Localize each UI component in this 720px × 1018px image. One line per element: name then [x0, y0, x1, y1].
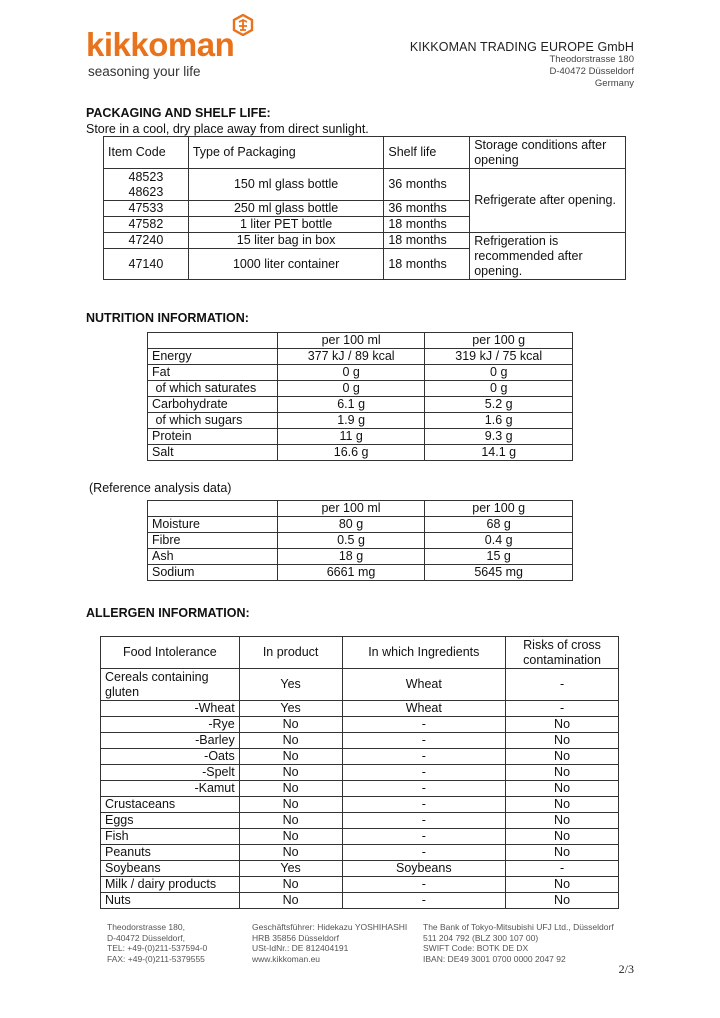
- food-intolerance: Milk / dairy products: [101, 877, 240, 893]
- value-per-100ml: 6.1 g: [277, 397, 425, 413]
- food-intolerance: Fish: [101, 829, 240, 845]
- value-per-100g: 0.4 g: [425, 533, 573, 549]
- cross-contamination-risk: No: [506, 717, 619, 733]
- in-which-ingredients: -: [342, 845, 506, 861]
- in-which-ingredients: -: [342, 877, 506, 893]
- header-cell: Risks of cross contamination: [506, 637, 619, 669]
- in-product: No: [239, 781, 342, 797]
- table-row: [148, 429, 573, 445]
- in-which-ingredients: -: [342, 893, 506, 909]
- table-row: [148, 365, 573, 381]
- food-intolerance: -Spelt: [101, 765, 240, 781]
- cross-contamination-risk: No: [506, 813, 619, 829]
- in-which-ingredients: -: [342, 781, 506, 797]
- header-cell: Storage conditions after opening: [470, 137, 626, 169]
- packaging-type: 15 liter bag in box: [188, 233, 384, 249]
- value-per-100g: 0 g: [425, 365, 573, 381]
- table-header-row: [104, 137, 626, 169]
- header-cell: In which Ingredients: [342, 637, 506, 669]
- item-code: 47582: [104, 217, 189, 233]
- header-cell: Type of Packaging: [188, 137, 384, 169]
- table-row: [101, 733, 619, 749]
- shelf-life: 18 months: [384, 233, 470, 249]
- nutrient-name: Protein: [148, 429, 278, 445]
- nutrient-name: Energy: [148, 349, 278, 365]
- cross-contamination-risk: No: [506, 877, 619, 893]
- nutrient-name: Carbohydrate: [148, 397, 278, 413]
- table-row: [148, 533, 573, 549]
- in-product: No: [239, 813, 342, 829]
- food-intolerance: -Oats: [101, 749, 240, 765]
- packaging-table: [103, 136, 626, 280]
- value-per-100ml: 0.5 g: [277, 533, 425, 549]
- table-row: [148, 413, 573, 429]
- table-row: [101, 765, 619, 781]
- table-row: [104, 233, 626, 249]
- nutrient-name: of which sugars: [148, 413, 278, 429]
- packaging-type: 1 liter PET bottle: [188, 217, 384, 233]
- value-per-100ml: 80 g: [277, 517, 425, 533]
- item-code: 47533: [104, 201, 189, 217]
- table-row: [104, 169, 626, 201]
- nutrient-name: Salt: [148, 445, 278, 461]
- value-per-100ml: 11 g: [277, 429, 425, 445]
- footer-line: D-40472 Düsseldorf,: [107, 932, 185, 943]
- in-product: No: [239, 797, 342, 813]
- food-intolerance: Eggs: [101, 813, 240, 829]
- shelf-life: 18 months: [384, 217, 470, 233]
- table-row: [148, 565, 573, 581]
- footer-bank: [423, 922, 614, 964]
- footer-link[interactable]: www.kikkoman.eu: [252, 953, 321, 964]
- in-which-ingredients: -: [342, 813, 506, 829]
- value-per-100g: 5.2 g: [425, 397, 573, 413]
- cross-contamination-risk: No: [506, 749, 619, 765]
- reference-title: (Reference analysis data): [89, 481, 232, 495]
- cross-contamination-risk: No: [506, 765, 619, 781]
- value-per-100g: 319 kJ / 75 kcal: [425, 349, 573, 365]
- packaging-type: 1000 liter container: [188, 249, 384, 280]
- kikkoman-logo: [86, 14, 286, 84]
- logo-wordmark: kikkoman: [86, 26, 235, 63]
- table-row: [101, 797, 619, 813]
- value-per-100g: 9.3 g: [425, 429, 573, 445]
- table-row: [148, 445, 573, 461]
- value-per-100g: 5645 mg: [425, 565, 573, 581]
- logo-tagline: seasoning your life: [88, 64, 201, 79]
- packaging-type: 150 ml glass bottle: [188, 169, 384, 201]
- header-cell: Food Intolerance: [101, 637, 240, 669]
- item-code: 48523: [128, 169, 164, 184]
- table-row: [101, 749, 619, 765]
- food-intolerance: Nuts: [101, 893, 240, 909]
- value-per-100g: 0 g: [425, 381, 573, 397]
- company-name: KIKKOMAN TRADING EUROPE GmbH: [409, 40, 634, 54]
- header-cell: Item Code: [104, 137, 189, 169]
- cross-contamination-risk: No: [506, 845, 619, 861]
- cross-contamination-risk: -: [506, 669, 619, 701]
- footer-line: 511 204 792 (BLZ 300 107 00): [423, 932, 539, 943]
- header-cell: [148, 501, 278, 517]
- table-row: [148, 397, 573, 413]
- nutrient-name: Fat: [148, 365, 278, 381]
- kikkoman-emblem-icon: [232, 14, 254, 36]
- address-line: D-40472 Düsseldorf: [549, 66, 634, 77]
- footer-line: IBAN: DE49 3001 0700 0000 2047 92: [423, 953, 566, 964]
- footer-line: HRB 35856 Düsseldorf: [252, 932, 339, 943]
- footer-line: The Bank of Tokyo-Mitsubishi UFJ Ltd., Düsseldorf: [423, 922, 614, 932]
- cross-contamination-risk: No: [506, 893, 619, 909]
- footer-line: TEL: +49-(0)211-537594-0: [107, 943, 208, 953]
- food-intolerance: -Kamut: [101, 781, 240, 797]
- packaging-type: 250 ml glass bottle: [188, 201, 384, 217]
- page-number: 2/3: [618, 962, 634, 976]
- footer-line: USt-IdNr.: DE 812404191: [252, 943, 349, 953]
- header-cell: [148, 333, 278, 349]
- table-header-row: [148, 333, 573, 349]
- value-per-100ml: 0 g: [277, 365, 425, 381]
- analysis-name: Fibre: [148, 533, 278, 549]
- table-row: [101, 877, 619, 893]
- header-cell: In product: [239, 637, 342, 669]
- table-row: [148, 381, 573, 397]
- table-row: [148, 349, 573, 365]
- item-code-cell: [104, 169, 189, 201]
- item-code: 48623: [128, 184, 164, 199]
- value-per-100ml: 16.6 g: [277, 445, 425, 461]
- value-per-100ml: 377 kJ / 89 kcal: [277, 349, 425, 365]
- header-cell: per 100 g: [425, 501, 573, 517]
- cross-contamination-risk: No: [506, 781, 619, 797]
- value-per-100g: 1.6 g: [425, 413, 573, 429]
- table-row: [101, 893, 619, 909]
- nutrition-table: [147, 332, 573, 461]
- header-cell: per 100 g: [425, 333, 573, 349]
- company-address: [410, 40, 634, 90]
- footer-line: SWIFT Code: BOTK DE DX: [423, 943, 529, 953]
- in-which-ingredients: Wheat: [342, 701, 506, 717]
- food-intolerance: -Rye: [101, 717, 240, 733]
- value-per-100ml: 0 g: [277, 381, 425, 397]
- shelf-life: 36 months: [384, 169, 470, 201]
- food-intolerance: -Barley: [101, 733, 240, 749]
- header-cell: per 100 ml: [277, 501, 425, 517]
- storage-condition: Refrigerate after opening.: [470, 169, 626, 233]
- address-line: Germany: [594, 78, 634, 89]
- item-code: 47140: [104, 249, 189, 280]
- header-cell: per 100 ml: [277, 333, 425, 349]
- food-intolerance: Crustaceans: [101, 797, 240, 813]
- packaging-title: PACKAGING AND SHELF LIFE:: [86, 106, 271, 120]
- table-row: [101, 701, 619, 717]
- item-code: 47240: [104, 233, 189, 249]
- table-row: [101, 781, 619, 797]
- nutrition-title: NUTRITION INFORMATION:: [86, 311, 249, 325]
- shelf-life: 36 months: [384, 201, 470, 217]
- packaging-note: Store in a cool, dry place away from direct sunlight.: [86, 122, 369, 136]
- in-which-ingredients: -: [342, 797, 506, 813]
- cross-contamination-risk: No: [506, 733, 619, 749]
- table-row: [101, 669, 619, 701]
- value-per-100ml: 18 g: [277, 549, 425, 565]
- table-header-row: [101, 637, 619, 669]
- table-row: [148, 549, 573, 565]
- in-which-ingredients: -: [342, 829, 506, 845]
- in-which-ingredients: -: [342, 765, 506, 781]
- nutrient-name: of which saturates: [148, 381, 278, 397]
- analysis-name: Moisture: [148, 517, 278, 533]
- in-which-ingredients: Soybeans: [342, 861, 506, 877]
- cross-contamination-risk: No: [506, 829, 619, 845]
- in-which-ingredients: -: [342, 749, 506, 765]
- cross-contamination-risk: -: [506, 701, 619, 717]
- table-row: [101, 861, 619, 877]
- food-intolerance: -Wheat: [101, 701, 240, 717]
- table-row: [101, 845, 619, 861]
- in-product: No: [239, 829, 342, 845]
- cross-contamination-risk: -: [506, 861, 619, 877]
- in-product: No: [239, 845, 342, 861]
- in-which-ingredients: Wheat: [342, 669, 506, 701]
- footer-line: Geschäftsführer: Hidekazu YOSHIHASHI: [252, 922, 408, 932]
- footer-address: [107, 922, 207, 964]
- shelf-life: 18 months: [384, 249, 470, 280]
- table-header-row: [148, 501, 573, 517]
- allergen-title: ALLERGEN INFORMATION:: [86, 606, 250, 620]
- header-cell: Shelf life: [384, 137, 470, 169]
- address-line: Theodorstrasse 180: [549, 54, 634, 65]
- in-product: Yes: [239, 701, 342, 717]
- storage-condition: Refrigeration is recommended after opening.: [470, 233, 626, 280]
- value-per-100g: 14.1 g: [425, 445, 573, 461]
- food-intolerance: Soybeans: [101, 861, 240, 877]
- value-per-100ml: 6661 mg: [277, 565, 425, 581]
- in-product: No: [239, 749, 342, 765]
- footer-line: FAX: +49-(0)211-5379555: [107, 953, 205, 964]
- analysis-name: Ash: [148, 549, 278, 565]
- in-product: No: [239, 733, 342, 749]
- in-product: No: [239, 765, 342, 781]
- table-row: [101, 717, 619, 733]
- in-product: Yes: [239, 861, 342, 877]
- footer-registration: [252, 922, 407, 964]
- in-product: Yes: [239, 669, 342, 701]
- reference-table: [147, 500, 573, 581]
- value-per-100g: 68 g: [425, 517, 573, 533]
- food-intolerance: Cereals containing gluten: [101, 669, 240, 701]
- table-row: [101, 813, 619, 829]
- in-which-ingredients: -: [342, 733, 506, 749]
- value-per-100ml: 1.9 g: [277, 413, 425, 429]
- footer-line: Theodorstrasse 180,: [107, 922, 185, 932]
- in-which-ingredients: -: [342, 717, 506, 733]
- in-product: No: [239, 717, 342, 733]
- table-row: [148, 517, 573, 533]
- analysis-name: Sodium: [148, 565, 278, 581]
- in-product: No: [239, 893, 342, 909]
- allergen-table: [100, 636, 619, 909]
- value-per-100g: 15 g: [425, 549, 573, 565]
- in-product: No: [239, 877, 342, 893]
- food-intolerance: Peanuts: [101, 845, 240, 861]
- table-row: [101, 829, 619, 845]
- cross-contamination-risk: No: [506, 797, 619, 813]
